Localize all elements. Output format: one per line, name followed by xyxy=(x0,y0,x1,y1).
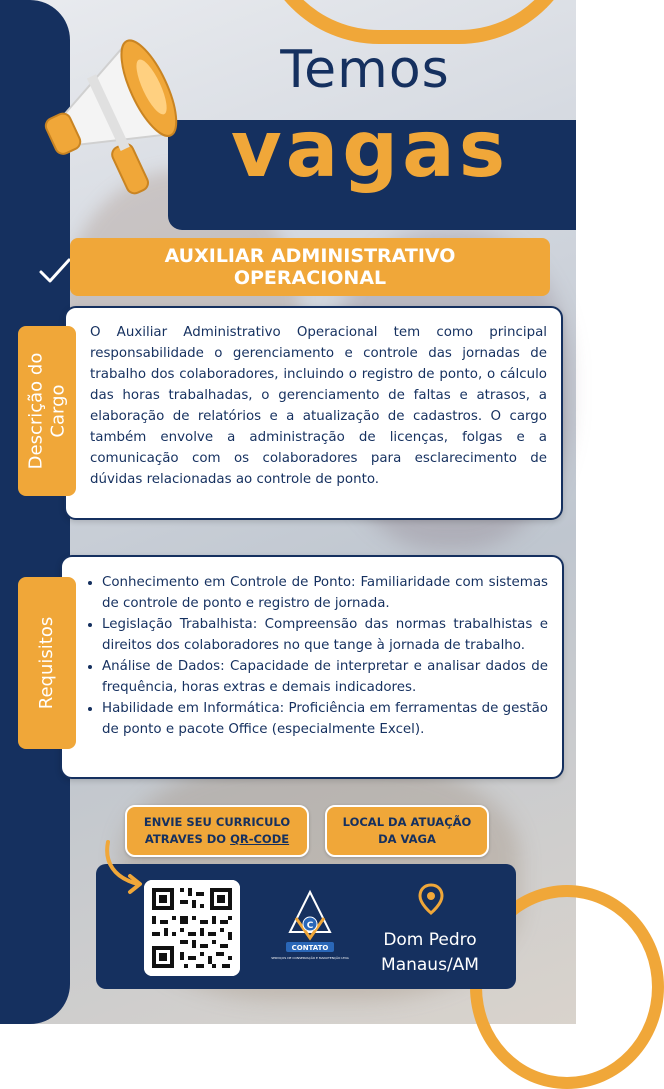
location-pin-icon xyxy=(418,883,444,915)
megaphone-icon xyxy=(25,25,205,205)
job-location-line1: LOCAL DA ATUAÇÃO xyxy=(342,815,472,829)
requirement-item: • Análise de Dados: Capacidade de interpretar e analisar dados de frequência, horas extras e demais indicadores. xyxy=(102,656,548,698)
top-decorative-arc xyxy=(255,0,583,44)
description-text: O Auxiliar Administrativo Operacional tem como principal responsabilidade o gerenciamento e controle das jornadas de trabalho dos colaboradores, incluindo o registro de ponto, o cálculo das horas trabalhadas, o gerenciamento de faltas e atrasos, a elaboração de relatórios e a atualização de cadastros. O cargo também envolve a administração de licenças, folgas e a comunicação com os colaboradores para esclarecimento de dúvidas relacionadas ao controle de ponto. xyxy=(90,325,547,487)
description-tab-label-line1: Descrição do xyxy=(25,352,46,470)
company-logo xyxy=(271,888,349,968)
description-tab-label-line2: Cargo xyxy=(47,384,68,438)
qr-code-reference: QR-CODE xyxy=(230,832,290,846)
curved-arrow-icon xyxy=(100,838,150,896)
title-vagas: vagas xyxy=(230,105,510,195)
requirements-tab xyxy=(18,577,76,749)
send-resume-label xyxy=(125,805,309,857)
job-title xyxy=(165,245,456,289)
requirement-item: • Conhecimento em Controle de Ponto: Familiaridade com sistemas de controle de ponto e registro de jornada. xyxy=(102,572,548,614)
send-resume-line1: ENVIE SEU CURRICULO xyxy=(143,815,291,829)
job-title-line2: OPERACIONAL xyxy=(233,267,387,289)
location-city: Manaus/AM xyxy=(381,955,479,975)
title-temos: Temos xyxy=(280,40,450,100)
requirements-card xyxy=(60,555,564,779)
job-location-label xyxy=(325,805,489,857)
qr-code-icon[interactable] xyxy=(144,880,240,976)
job-title-banner xyxy=(70,238,550,296)
logo-subtext: SERVIÇOS DE CONSERVAÇÃO E MANUTENÇÃO LTDA xyxy=(271,956,349,960)
requirements-list xyxy=(84,572,548,740)
requirement-item: • Habilidade em Informática: Proficiência em ferramentas de gestão de ponto e pacote Office (especialmente Excel). xyxy=(102,698,548,740)
send-resume-line2 xyxy=(144,831,290,848)
requirement-item: • Legislação Trabalhista: Compreensão das normas trabalhistas e direitos dos colaboradores no que tange à jornada de trabalho. xyxy=(102,614,548,656)
description-card xyxy=(64,306,563,520)
requirements-tab-label: Requisitos xyxy=(36,616,57,710)
job-location-line2: DA VAGA xyxy=(378,832,436,846)
description-tab-label xyxy=(25,353,69,470)
job-title-line1: AUXILIAR ADMINISTRATIVO xyxy=(164,245,456,267)
checkmark-icon xyxy=(38,256,72,286)
location-neighborhood: Dom Pedro xyxy=(383,930,477,950)
svg-text:C: C xyxy=(306,921,314,931)
send-resume-prefix: ATRAVES DO xyxy=(144,832,231,846)
logo-text: CONTATO xyxy=(291,944,329,952)
description-tab xyxy=(18,326,76,496)
